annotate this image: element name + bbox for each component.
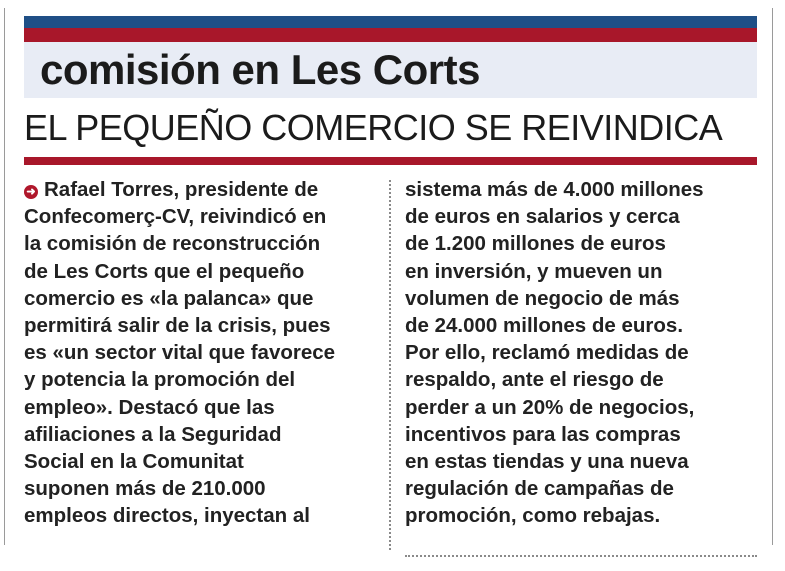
body-line: respaldo, ante el riesgo de — [405, 368, 664, 392]
subheadline: EL PEQUEÑO COMERCIO SE REIVINDICA — [24, 107, 723, 148]
body-line: regulación de campañas de — [405, 477, 674, 501]
body-line: Social en la Comunitat — [24, 450, 244, 474]
body-line-text: Rafael Torres, presidente de — [44, 178, 319, 201]
body-line: sistema más de 4.000 millones — [405, 178, 704, 201]
bottom-dotted-rule — [405, 555, 757, 557]
body-line: volumen de negocio de más — [405, 286, 680, 310]
body-line: en estas tiendas y una nueva — [405, 450, 689, 474]
headline-band — [24, 42, 757, 98]
body-line: empleos directos, inyectan al — [24, 504, 310, 528]
body-line: y potencia la promoción del — [24, 368, 296, 392]
body-line: perder a un 20% de negocios, — [405, 395, 695, 419]
headline: comisión en Les Corts — [40, 46, 480, 93]
body-line: promoción, como rebajas. — [405, 504, 661, 528]
body-line: incentivos para las compras — [405, 422, 681, 446]
body-line: la comisión de reconstrucción — [24, 232, 321, 256]
body-line: de Les Corts que el pequeño — [24, 259, 305, 283]
body-line: de 1.200 millones de euros — [405, 232, 666, 256]
body-line: en inversión, y mueven un — [405, 259, 663, 283]
page-edge-rule — [4, 8, 5, 545]
body-line: es «un sector vital que favorece — [24, 341, 336, 365]
body-line: de euros en salarios y cerca — [405, 205, 680, 229]
column-divider — [389, 180, 391, 550]
arrow-right-circle-icon: ➜ — [24, 185, 38, 199]
article-column-left — [24, 176, 374, 530]
header-red-bar — [24, 28, 757, 42]
body-line: Por ello, reclamó medidas de — [405, 341, 689, 365]
body-line — [24, 176, 374, 203]
body-line: suponen más de 210.000 — [24, 477, 266, 501]
body-line: afiliaciones a la Seguridad — [24, 422, 282, 446]
article-column-right — [405, 176, 755, 530]
subheadline-red-rule — [24, 157, 757, 165]
body-line: empleo». Destacó que las — [24, 395, 275, 419]
body-line: comercio es «la palanca» que — [24, 286, 314, 310]
body-line: Confecomerç-CV, reivindicó en — [24, 205, 327, 229]
body-line: de 24.000 millones de euros. — [405, 314, 684, 338]
column-edge-rule — [772, 8, 773, 545]
body-line: permitirá salir de la crisis, pues — [24, 314, 331, 338]
header-blue-bar — [24, 16, 757, 28]
